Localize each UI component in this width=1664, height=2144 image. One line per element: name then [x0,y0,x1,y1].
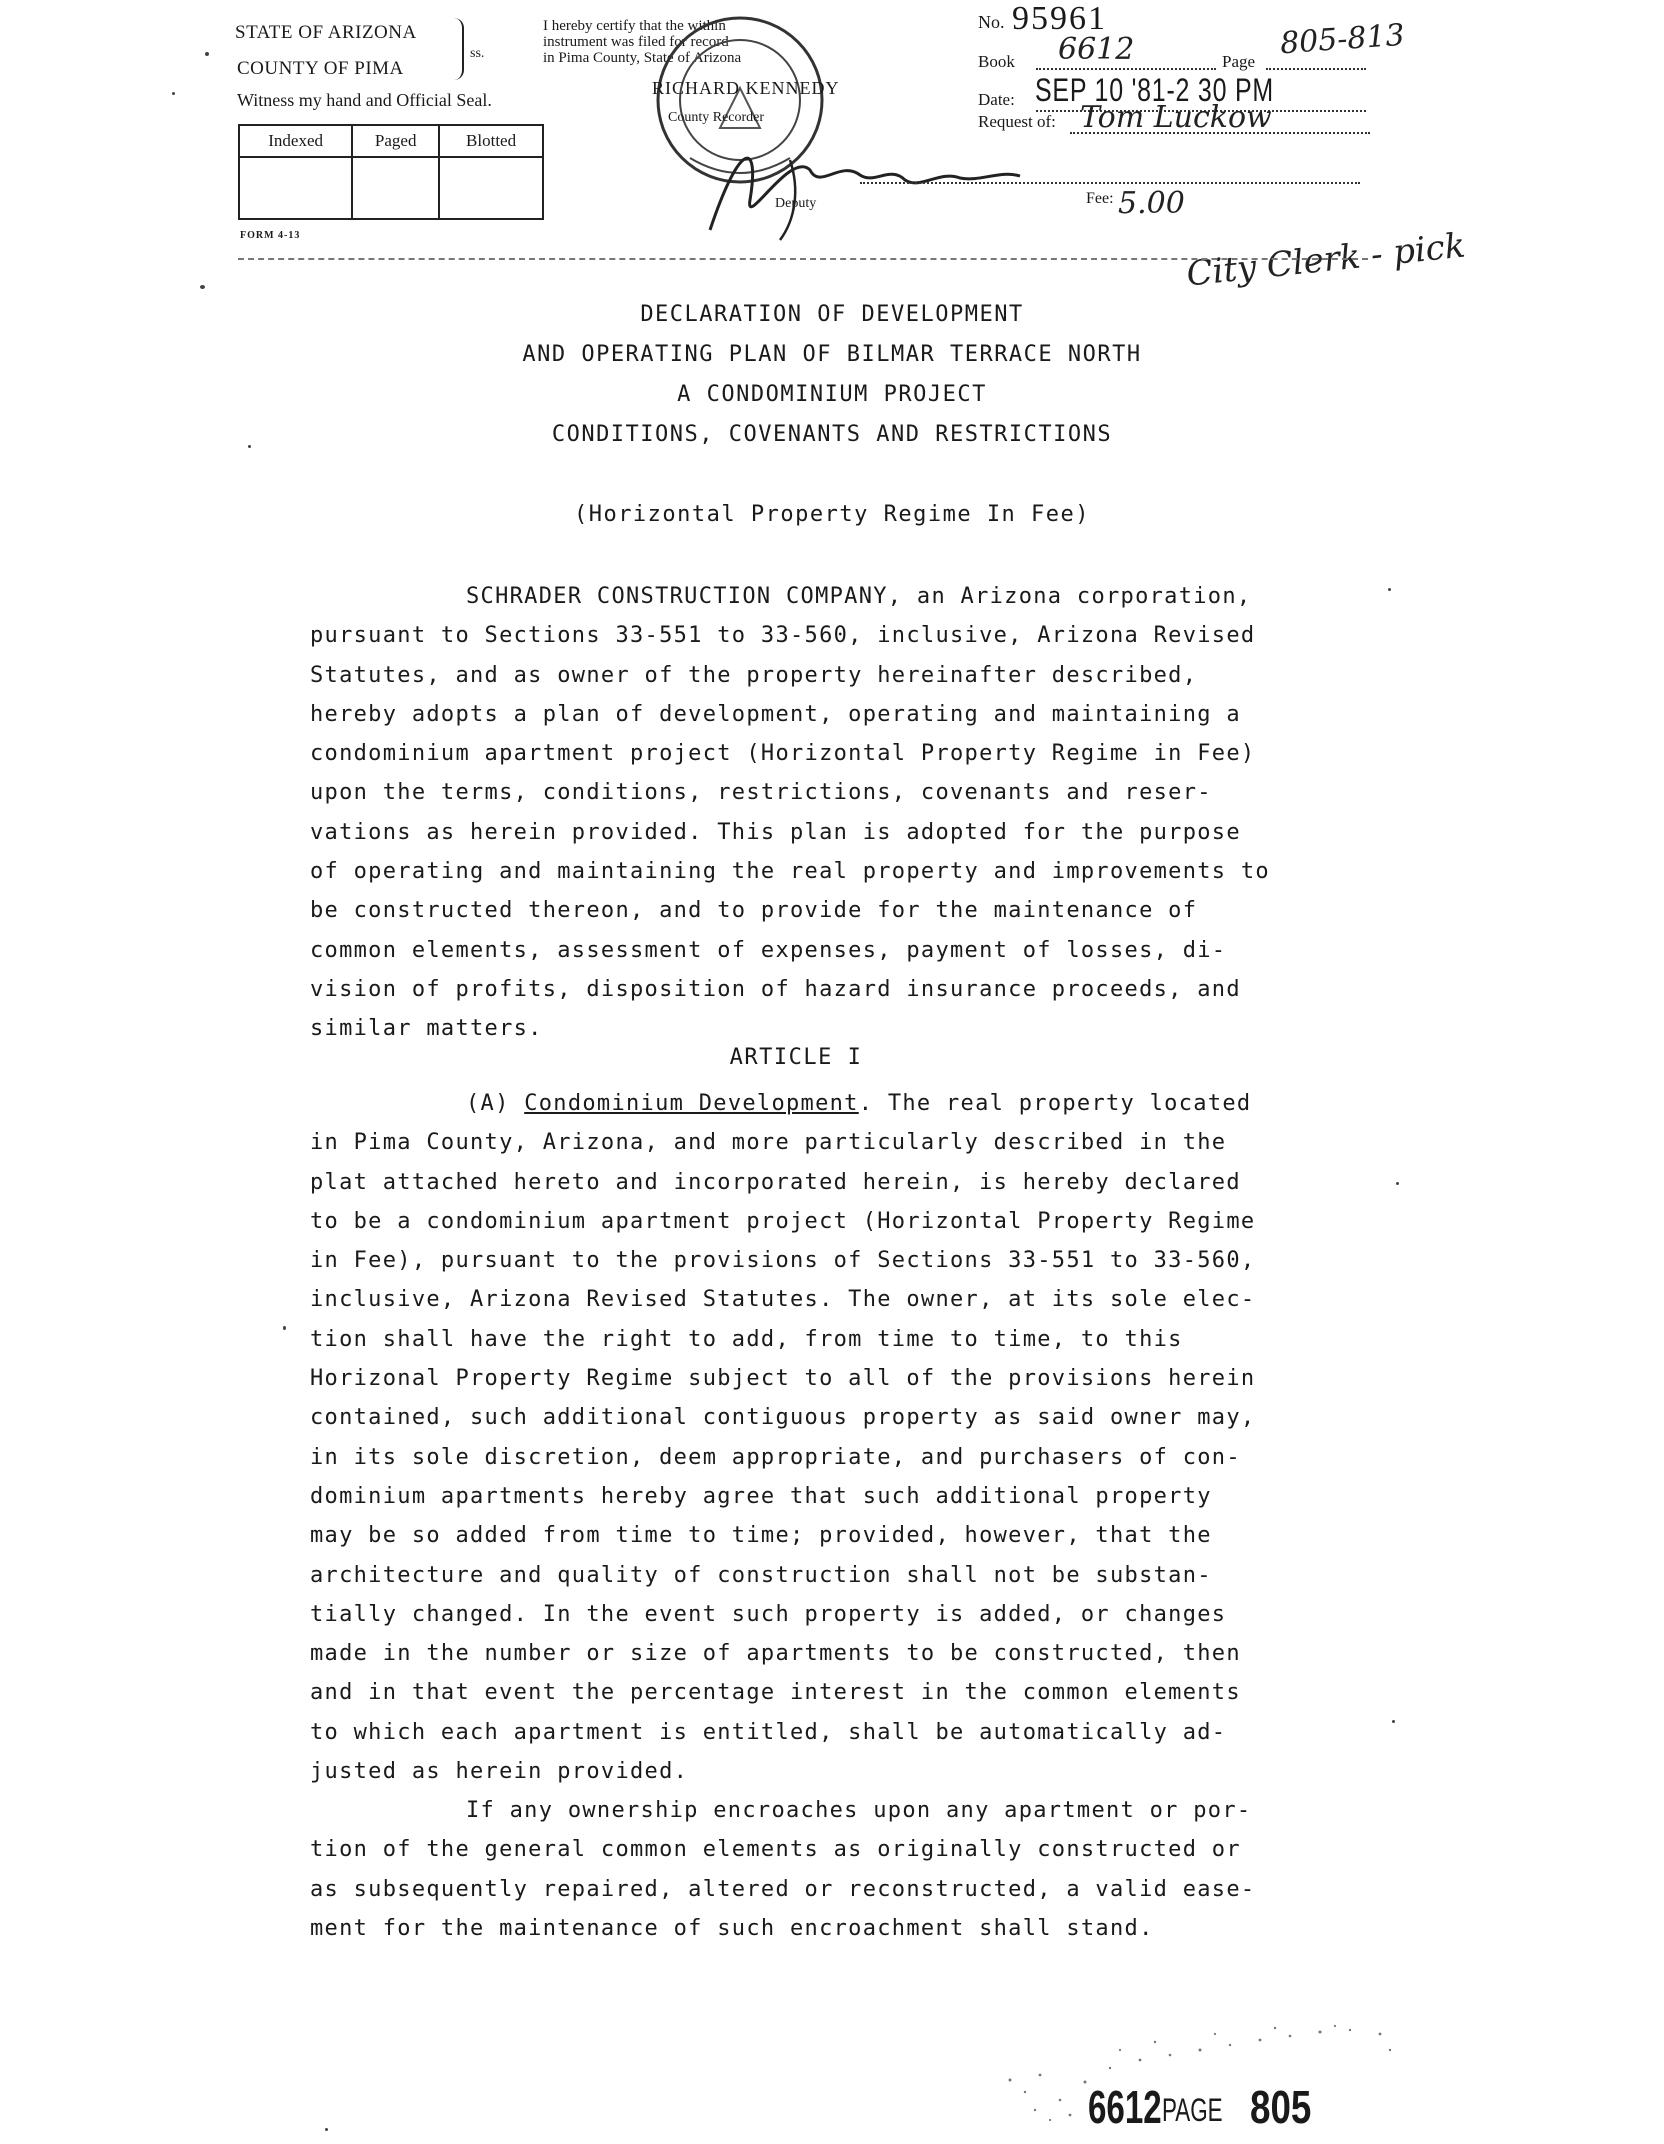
text-line: hereby adopts a plan of development, operating and maintaining a [310,701,1241,727]
text-line: pursuant to Sections 33-551 to 33-560, inclusive, Arizona Revised [310,623,1256,649]
scan-speck [205,52,209,56]
text-line: as subsequently repaired, altered or reconstructed, a valid ease- [310,1876,1256,1902]
county-label: COUNTY OF PIMA [237,58,404,79]
text-line: tially changed. In the event such property is added, or changes [310,1601,1227,1627]
scan-speck [248,445,251,448]
text-line: tion shall have the right to add, from time to time, to this [310,1326,1183,1352]
record-no-value: 95961 [1012,0,1107,37]
encroachment-paragraph [310,1791,1350,1948]
text-line: be constructed thereon, and to provide for the maintenance of [310,898,1198,924]
text-line: inclusive, Arizona Revised Statutes. The owner, at its sole elec- [310,1287,1256,1313]
footer-book-number: 6612 [1088,2081,1162,2133]
book-label: Book [978,52,1015,71]
text-line [310,577,1350,616]
footer-page-label: PAGE [1162,2092,1223,2128]
text-line-content: . The real property located [858,1091,1252,1116]
certify-line: in Pima County, State of Arizona [543,50,742,66]
text-line: Horizonal Property Regime subject to all of the provisions herein [310,1366,1256,1392]
text-line: ment for the maintenance of such encroachment shall stand. [310,1915,1154,1941]
request-dotted-line [1070,132,1370,134]
text-line-content: SCHRADER CONSTRUCTION COMPANY, an Arizona corporation, [466,584,1252,609]
request-value: Tom Luckow [1080,100,1272,135]
header-divider [238,258,1368,260]
article-section-a [310,1084,1350,1791]
text-line: of operating and maintaining the real property and improvements to [310,859,1270,885]
book-dotted-line [1036,68,1216,70]
text-line [310,1791,1350,1830]
blotted-header: Blotted [439,125,543,157]
scan-speck [1388,588,1391,591]
book-value: 6612 [1058,32,1135,67]
scan-speck [283,1326,286,1330]
preamble-paragraph [310,577,1350,1049]
date-label: Date: [978,90,1015,109]
record-no-label: No. [978,12,1005,32]
text-line: similar matters. [310,1016,543,1042]
deputy-signature-icon [700,130,1060,250]
article-heading: ARTICLE I [729,1045,863,1070]
page-value: 805-813 [1278,17,1406,62]
certify-line: instrument was filed for record [543,34,729,50]
page-dotted-line [1266,68,1366,70]
text-line: architecture and quality of construction shall not be substan- [310,1562,1212,1588]
state-label: STATE OF ARIZONA [235,22,417,43]
witness-text: Witness my hand and Official Seal. [237,90,492,110]
table-row [239,157,543,219]
text-line: may be so added from time to time; provided, however, that the [310,1523,1212,1549]
text-line: justed as herein provided. [310,1759,689,1785]
ss-label: ss. [470,46,485,61]
text-line: in Pima County, Arizona, and more particularly described in the [310,1130,1227,1156]
text-line: upon the terms, conditions, restrictions, covenants and reser- [310,780,1212,806]
text-line: to which each apartment is entitled, shall be automatically ad- [310,1719,1227,1745]
section-heading: Condominium Development [524,1091,859,1116]
recorder-name: RICHARD KENNEDY [652,78,840,98]
text-line: condominium apartment project (Horizontal Property Regime in Fee) [310,741,1256,767]
scan-speck [1392,1720,1395,1723]
text-line: Statutes, and as owner of the property hereinafter described, [310,662,1198,688]
text-line: vision of profits, disposition of hazard insurance proceeds, and [310,976,1241,1002]
document-title-line-3: A CONDOMINIUM PROJECT [677,382,987,407]
text-line: made in the number or size of apartments to be constructed, then [310,1641,1241,1667]
text-line: contained, such additional contiguous property as said owner may, [310,1405,1256,1431]
scan-speck [325,2128,328,2131]
text-line: common elements, assessment of expenses, payment of losses, di- [310,937,1227,963]
page-label: Page [1222,52,1256,71]
date-stamp-value: SEP 10 '81-2 30 PM [1035,72,1274,108]
signature-dotted-line [860,182,1360,184]
document-subtitle: (Horizontal Property Regime In Fee) [573,502,1091,527]
text-line: tion of the general common elements as originally constructed or [310,1837,1241,1863]
certify-line: I hereby certify that the within [543,18,726,34]
scan-speck [172,92,175,95]
deputy-label: Deputy [775,196,817,211]
text-line: in its sole discretion, deem appropriate, and purchasers of con- [310,1444,1241,1470]
indexed-cell [239,157,352,219]
request-label: Request of: [978,112,1056,131]
text-line: to be a condominium apartment project (Horizontal Property Regime [310,1208,1256,1234]
paged-header: Paged [352,125,439,157]
text-line: vations as herein provided. This plan is adopted for the purpose [310,819,1241,845]
text-line: in Fee), pursuant to the provisions of Sections 33-551 to 33-560, [310,1248,1256,1274]
section-label: (A) [466,1091,510,1116]
bracket-divider [452,18,464,80]
text-line-content: If any ownership encroaches upon any apartment or por- [466,1798,1252,1823]
document-title-line-1: DECLARATION OF DEVELOPMENT [640,302,1024,327]
document-title-line-2: AND OPERATING PLAN OF BILMAR TERRACE NORTH [522,342,1142,367]
document-title-line-4: CONDITIONS, COVENANTS AND RESTRICTIONS [551,422,1113,447]
record-status-table [238,124,544,220]
text-line: plat attached hereto and incorporated herein, is hereby declared [310,1169,1241,1195]
fee-label: Fee: [1086,190,1114,207]
handwritten-annotation: City Clerk - pick [1184,225,1468,295]
footer-page-number: 805 [1250,2081,1312,2133]
scan-speck [200,285,205,289]
indexed-header: Indexed [239,125,352,157]
text-line: dominium apartments hereby agree that such additional property [310,1483,1212,1509]
recorder-title: County Recorder [668,110,765,125]
paged-cell [352,157,439,219]
blotted-cell [439,157,543,219]
form-number: FORM 4-13 [240,230,301,241]
table-header-row [239,125,543,157]
fee-value: 5.00 [1118,186,1185,221]
scan-speck [1396,1182,1399,1185]
text-line: and in that event the percentage interest in the common elements [310,1680,1241,1706]
text-line [310,1084,1350,1123]
